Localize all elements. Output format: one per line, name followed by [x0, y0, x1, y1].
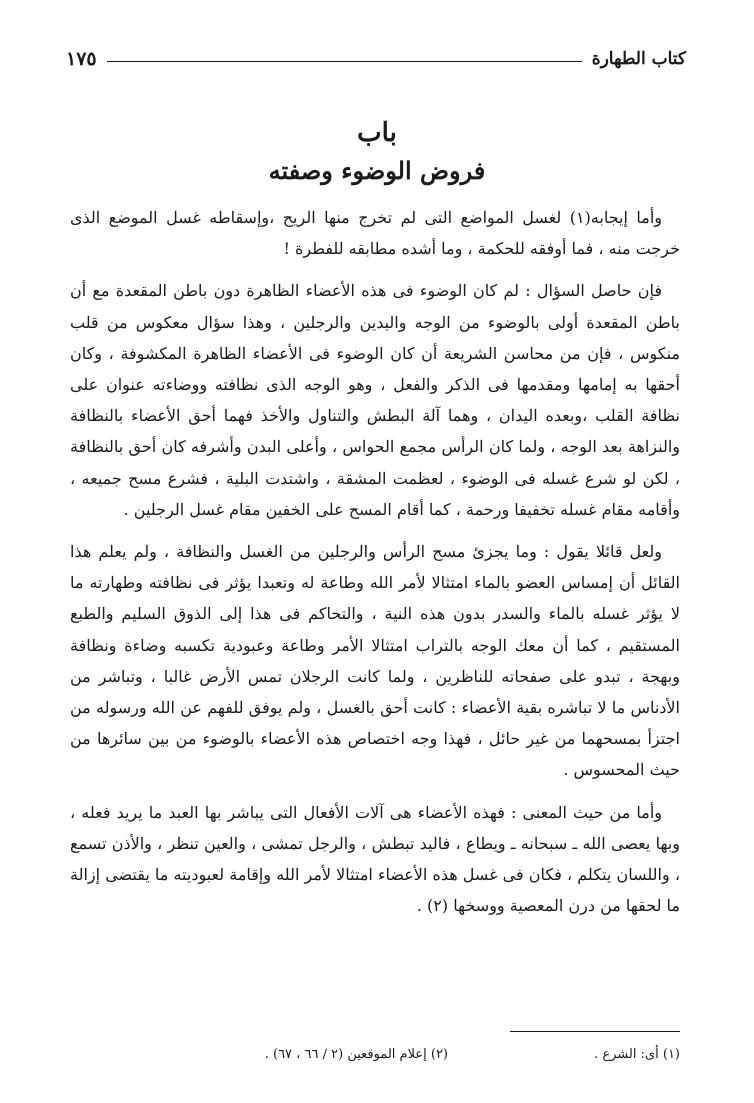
footnote-2: (٢) إعلام الموقعين (٢ / ٦٦ ، ٦٧) . [264, 1047, 448, 1062]
footnotes [70, 1047, 680, 1071]
paragraph: وأما إيجابه(١) لغسل المواضع التى لم تخرج منها الريح ،وإسقاطه غسل الموضع الذى خرجت منه ، فما أوفقه للحكمة ، وما أشده مطابقه للفطرة ! [70, 208, 680, 259]
book-title: كتاب الطهارة [591, 49, 686, 69]
paragraph: ولعل قائلا يقول : وما يجزئ مسح الرأس والرجلين من الغسل والنظافة ، ولم يعلم هذا القائل أن إمساس العضو بالماء امتثالا لأمر الله وطاعة له وتعبدا يؤثر فى نظافته وطهارته ما لا يؤثر غسله بالماء والسدر بدون هذه النية ، والتحاكم فى هذا إلى الذوق السليم والطبع المستقيم ، كما أن معك الوجه بالتراب امتثالا الأمر وطاعة وعبودية تكسبه وضاءة ونظافة وبهجة ، تبدو على صفحاته للناظرين ، ولما كانت الرجلان تمس الأرض غالبا ، وتباشر من الأدناس ما لا تباشره بقية الأعضاء : كانت أحق بالغسل ، ولم يوفق للفهم عن الله ورسوله من اجتزأ بمسحهما من غير حائل ، فهذا وجه اختصاص هذه الأعضاء بالوضوء من بين سائرها من حيث المحسوس . [70, 542, 681, 780]
footnote-1: (١) أى: الشرع . [594, 1047, 680, 1062]
running-header [66, 46, 686, 72]
chapter-title: فروض الوضوء وصفته [268, 156, 486, 185]
chapter-label: باب [357, 118, 397, 148]
page-number: ١٧٥ [66, 48, 97, 70]
footnote-rule [510, 1031, 680, 1032]
paragraph: فإن حاصل السؤال : لم كان الوضوء فى هذه الأعضاء الظاهرة دون باطن المقعدة مع أن باطن المقعدة أولى بالوضوء من الوجه واليدين والرجلين ، وهذا سؤال معكوس من قلب منكوس ، فإن من محاسن الشريعة أن كان الوضوء فى الأعضاء الظاهرة المكشوفة ، وكان أحقها به إمامها ومقدمها فى الذكر والفعل ، وهو الوجه الذى نظافته ووضاءته عنوان على نظافة القلب ،وبعده اليدان ، وهما آلة البطش والتناول والأخذ فهما أحق الأعضاء بالنظافة والنزاهة بعد الوجه ، ولما كان الرأس مجمع الحواس ، وأعلى البدن وأشرفه كان أحق بالنظافة ، لكن لو شرع غسله فى الوضوء ، لعظمت المشقة ، واشتدت البلية ، فشرع مسح جميعه ، وأقامه مقام غسله تخفيفا ورحمة ، كما أقام المسح على الخفين مقام غسل الرجلين . [70, 281, 681, 519]
paragraph: وأما من حيث المعنى : فهذه الأعضاء هى آلات الأفعال التى يباشر بها العبد ما يريد فعله ، وبها يعصى الله ـ سبحانه ـ ويطاع ، فاليد تبطش ، والرجل تمشى ، والعين تنظر ، والأذن تسمع ، واللسان يتكلم ، فكان فى غسل هذه الأعضاء امتثالا لأمر الله وإقامة لعبوديته ما يقتضى إزالة ما لحقها من درن المعصية ووسخها (٢) . [70, 802, 680, 916]
body-text [70, 202, 680, 932]
header-rule [107, 61, 582, 62]
